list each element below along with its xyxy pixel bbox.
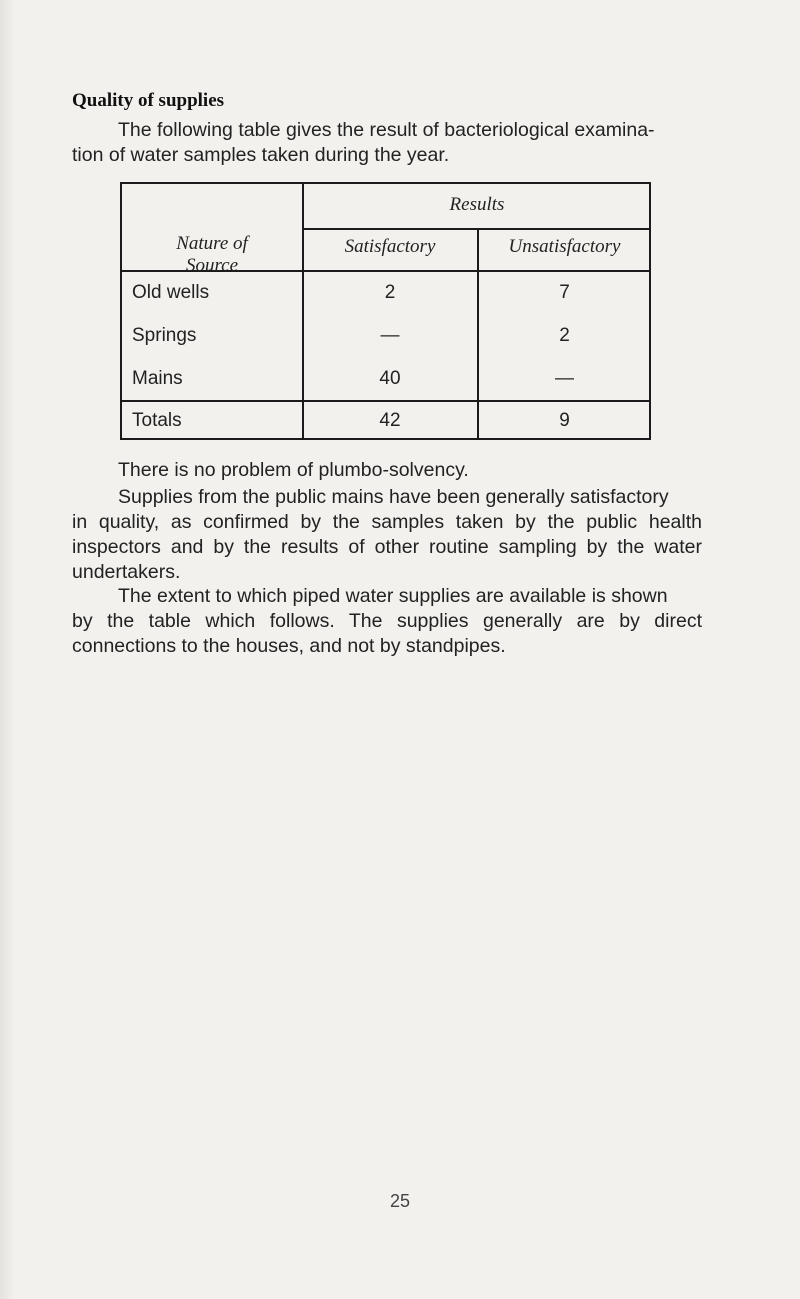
extent-paragraph-first-line: The extent to which piped water supplies are available is shown bbox=[118, 585, 668, 607]
header-nature-of-source bbox=[122, 233, 302, 277]
row-satisfactory: 2 bbox=[384, 282, 396, 303]
row-source: Old wells bbox=[132, 282, 210, 303]
intro-paragraph-rest: tion of water samples taken during the year. bbox=[72, 144, 450, 166]
totals-top-rule bbox=[120, 400, 651, 402]
totals-unsatisfactory: 9 bbox=[559, 410, 570, 431]
mains-paragraph-first-line: Supplies from the public mains have been generally satisfactory bbox=[118, 486, 669, 508]
row-satisfactory: — bbox=[380, 325, 400, 346]
mains-paragraph-rest: in quality, as confirmed by the samples taken by the public health inspectors and by the results of other routine sampling by the water undertakers. bbox=[72, 511, 702, 583]
plumbo-solvency-paragraph bbox=[72, 458, 702, 483]
plumbo-solvency-text: There is no problem of plumbo-solvency. bbox=[118, 459, 469, 481]
table-top-border bbox=[120, 182, 651, 184]
table-bottom-border bbox=[120, 438, 651, 440]
header-source-line1: Nature of bbox=[176, 233, 248, 254]
extent-paragraph-rest: by the table which follows. The supplies generally are by direct connections to the houses, and not by standpipes. bbox=[72, 610, 702, 657]
bacteriological-results-table bbox=[120, 182, 651, 440]
header-unsatisfactory: Unsatisfactory bbox=[508, 236, 621, 257]
row-unsatisfactory: 2 bbox=[559, 325, 570, 346]
header-results: Results bbox=[449, 194, 505, 215]
row-source: Mains bbox=[132, 368, 183, 389]
header-source-line2: Source bbox=[185, 255, 239, 276]
piped-supply-paragraph bbox=[72, 584, 702, 659]
row-satisfactory: 40 bbox=[379, 368, 401, 389]
row-source: Springs bbox=[132, 325, 197, 346]
row-unsatisfactory: 7 bbox=[559, 282, 570, 303]
mains-supply-paragraph bbox=[72, 485, 702, 585]
results-subheader-rule bbox=[303, 228, 651, 230]
header-satisfactory: Satisfactory bbox=[344, 236, 436, 257]
page-edge bbox=[0, 0, 14, 1299]
totals-label: Totals bbox=[132, 410, 182, 431]
page-number: 25 bbox=[389, 1191, 411, 1211]
totals-satisfactory: 42 bbox=[379, 410, 401, 431]
intro-paragraph bbox=[72, 118, 702, 168]
section-heading: Quality of supplies bbox=[72, 90, 225, 111]
row-unsatisfactory: — bbox=[555, 368, 574, 389]
intro-paragraph-first-line: The following table gives the result of bacteriological examina- bbox=[118, 119, 655, 141]
